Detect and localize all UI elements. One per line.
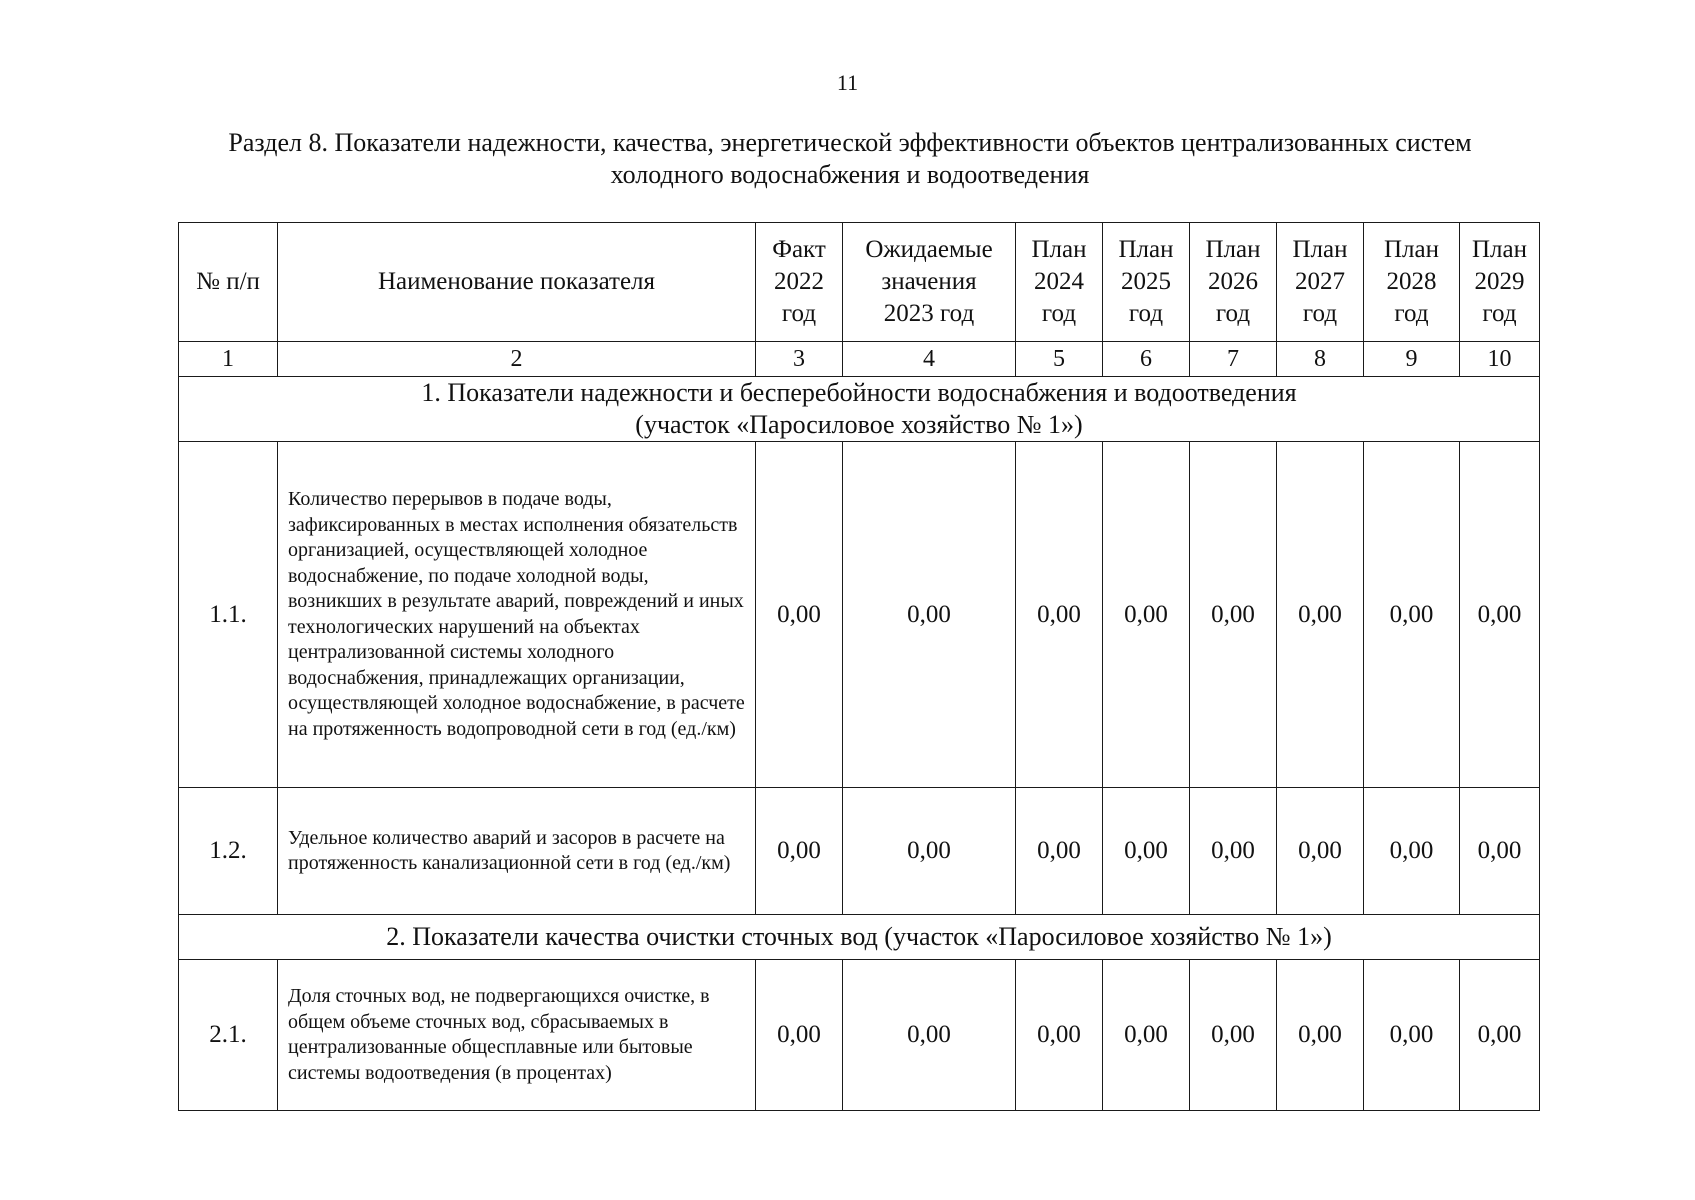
header-plan-2024 — [1016, 223, 1103, 342]
row-number: 1.1. — [179, 442, 278, 788]
value-plan-2026: 0,00 — [1190, 788, 1277, 915]
header-plan-2026 — [1190, 223, 1277, 342]
header-plan-2028-l3: год — [1394, 300, 1429, 327]
header-plan-2029-l2: 2029 — [1474, 268, 1525, 295]
column-number: 2 — [278, 342, 756, 377]
header-fact-2022 — [756, 223, 843, 342]
column-number: 9 — [1364, 342, 1460, 377]
column-number: 5 — [1016, 342, 1103, 377]
value-plan-2027: 0,00 — [1277, 442, 1364, 788]
indicator-name: Доля сточных вод, не подвергающихся очистке, в общем объеме сточных вод, сбрасываемых в централизованные общесплавные или бытовые системы водоотведения (в процентах) — [278, 960, 756, 1111]
header-plan-2029-l1: План — [1471, 236, 1527, 263]
header-plan-2028 — [1364, 223, 1460, 342]
column-number: 1 — [179, 342, 278, 377]
section-1-line-2: (участок «Паросиловое хозяйство № 1») — [635, 410, 1083, 439]
section-2-row — [179, 915, 1540, 960]
heading-line-1: Раздел 8. Показатели надежности, качества, энергетической эффективности объектов централизованных систем — [228, 128, 1472, 157]
row-number: 2.1. — [179, 960, 278, 1111]
header-name: Наименование показателя — [278, 223, 756, 342]
value-fact-2022: 0,00 — [756, 960, 843, 1111]
table-row-2-1 — [179, 960, 1540, 1111]
indicator-name: Количество перерывов в подаче воды, зафиксированных в местах исполнения обязательств организацией, осуществляющей холодное водоснабжение, по подаче холодной воды, возникших в результате аварий, повреждений и иных технологических нарушений на объектах централизованной системы холодного водоснабжения, принадлежащих организации, осуществляющей холодное водоснабжение, в расчете на протяженность водопроводной сети в год (ед./км) — [278, 442, 756, 788]
header-plan-2027-l3: год — [1302, 300, 1338, 327]
header-expected-2023-l2: значения — [881, 268, 977, 295]
indicators-table — [178, 222, 1540, 1111]
section-2-line-1: 2. Показатели качества очистки сточных вод (участок «Паросиловое хозяйство № 1») — [386, 922, 1332, 951]
column-number: 6 — [1103, 342, 1190, 377]
value-fact-2022: 0,00 — [756, 788, 843, 915]
header-expected-2023-l1: Ожидаемые — [865, 236, 993, 263]
section-1-row — [179, 377, 1540, 442]
header-plan-2026-l3: год — [1215, 300, 1251, 327]
column-number: 8 — [1277, 342, 1364, 377]
value-plan-2025: 0,00 — [1103, 442, 1190, 788]
header-plan-2027-l2: 2027 — [1295, 268, 1345, 295]
header-plan-2027 — [1277, 223, 1364, 342]
indicator-name: Удельное количество аварий и засоров в расчете на протяженность канализационной сети в год (ед./км) — [278, 788, 756, 915]
section-2-title — [179, 915, 1540, 960]
header-fact-2022-l2: 2022 — [774, 268, 824, 295]
row-number: 1.2. — [179, 788, 278, 915]
header-plan-2029-l3: год — [1482, 300, 1517, 327]
header-plan-2027-l1: План — [1292, 236, 1348, 263]
value-expected-2023: 0,00 — [843, 788, 1016, 915]
column-number-row — [179, 342, 1540, 377]
header-plan-2025-l3: год — [1128, 300, 1164, 327]
value-plan-2024: 0,00 — [1016, 788, 1103, 915]
header-row — [179, 223, 1540, 342]
value-plan-2025: 0,00 — [1103, 960, 1190, 1111]
header-fact-2022-l3: год — [781, 300, 817, 327]
header-plan-2026-l1: План — [1205, 236, 1261, 263]
header-plan-2028-l1: План — [1383, 236, 1439, 263]
column-number: 7 — [1190, 342, 1277, 377]
table-row-1-2 — [179, 788, 1540, 915]
header-num: № п/п — [179, 223, 278, 342]
value-plan-2024: 0,00 — [1016, 960, 1103, 1111]
header-plan-2028-l2: 2028 — [1386, 268, 1437, 295]
header-plan-2026-l2: 2026 — [1208, 268, 1258, 295]
value-plan-2029: 0,00 — [1460, 788, 1540, 915]
table-row-1-1 — [179, 442, 1540, 788]
column-number: 4 — [843, 342, 1016, 377]
page-number: 11 — [836, 70, 859, 95]
value-expected-2023: 0,00 — [843, 442, 1016, 788]
value-plan-2024: 0,00 — [1016, 442, 1103, 788]
value-plan-2029: 0,00 — [1460, 960, 1540, 1111]
value-plan-2027: 0,00 — [1277, 788, 1364, 915]
value-plan-2026: 0,00 — [1190, 442, 1277, 788]
value-plan-2025: 0,00 — [1103, 788, 1190, 915]
value-plan-2028: 0,00 — [1364, 960, 1460, 1111]
section-heading — [140, 127, 1560, 191]
header-plan-2025-l2: 2025 — [1121, 268, 1171, 295]
header-plan-2029 — [1460, 223, 1540, 342]
value-plan-2029: 0,00 — [1460, 442, 1540, 788]
column-number: 10 — [1460, 342, 1540, 377]
header-plan-2024-l2: 2024 — [1034, 268, 1084, 295]
section-1-line-1: 1. Показатели надежности и бесперебойности водоснабжения и водоотведения — [421, 378, 1297, 407]
heading-line-2: холодного водоснабжения и водоотведения — [610, 160, 1090, 189]
header-plan-2025 — [1103, 223, 1190, 342]
section-1-title — [179, 377, 1540, 442]
header-fact-2022-l1: Факт — [772, 236, 826, 263]
value-plan-2028: 0,00 — [1364, 442, 1460, 788]
value-plan-2027: 0,00 — [1277, 960, 1364, 1111]
column-number: 3 — [756, 342, 843, 377]
header-expected-2023-l3: 2023 год — [883, 300, 975, 327]
value-expected-2023: 0,00 — [843, 960, 1016, 1111]
header-expected-2023 — [843, 223, 1016, 342]
value-plan-2026: 0,00 — [1190, 960, 1277, 1111]
header-plan-2024-l3: год — [1041, 300, 1077, 327]
value-fact-2022: 0,00 — [756, 442, 843, 788]
value-plan-2028: 0,00 — [1364, 788, 1460, 915]
header-plan-2025-l1: План — [1118, 236, 1174, 263]
header-plan-2024-l1: План — [1031, 236, 1087, 263]
